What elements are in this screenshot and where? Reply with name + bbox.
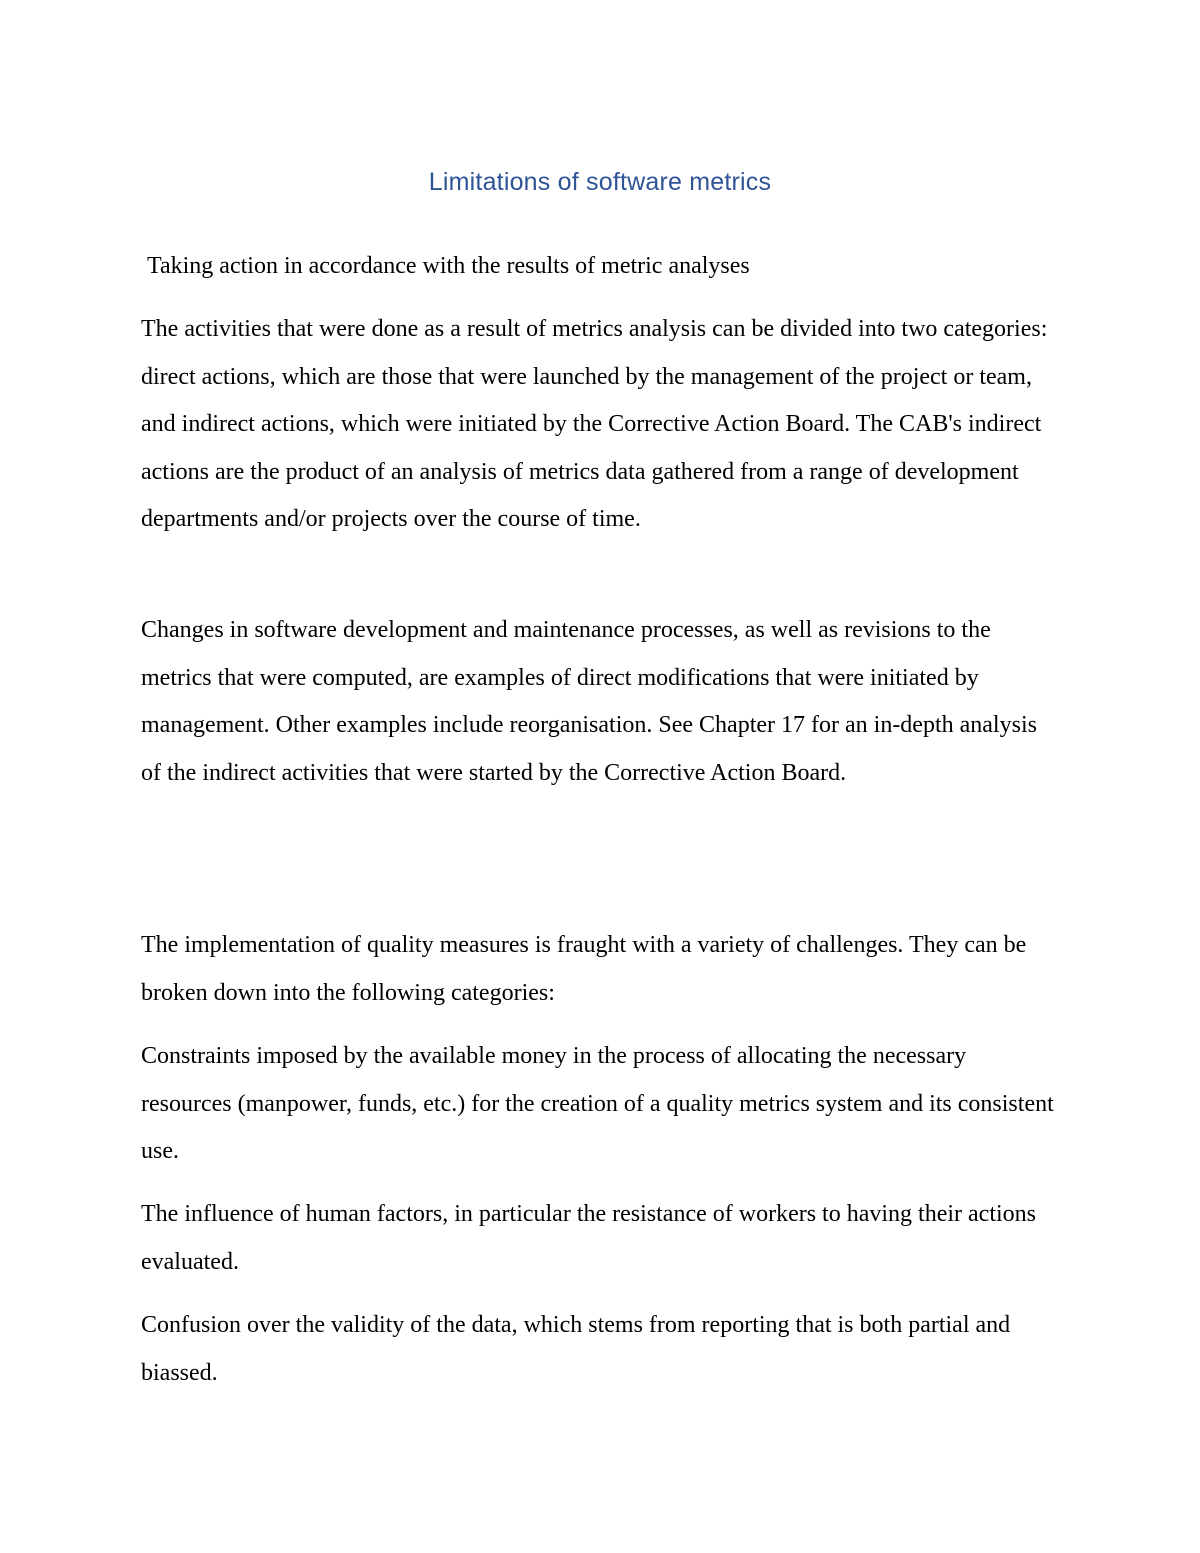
paragraph-direct-modifications: Changes in software development and maintenance processes, as well as revisions to the metrics that were computed, are examples of direct modifications that were initiated by management. Other examples include reorganisation. See Chapter 17 for an in-depth analysis of the indirect activities that were started by the Corrective Action Board. — [141, 617, 1037, 786]
section-subtitle: Taking action in accordance with the results of metric analyses — [147, 253, 750, 279]
paragraph-human-factors: The influence of human factors, in particular the resistance of workers to having their actions evaluated. — [141, 1201, 1037, 1275]
paragraph-challenges-intro: The implementation of quality measures is fraught with a variety of challenges. They can be broken down into the following categories: — [141, 932, 1027, 1006]
paragraph-budget-constraints: Constraints imposed by the available money in the process of allocating the necessary resources (manpower, funds, etc.) for the creation of a quality metrics system and its consistent use. — [141, 1043, 1054, 1164]
paragraph-data-validity: Confusion over the validity of the data, which stems from reporting that is both partial and biassed. — [141, 1312, 1011, 1386]
document-title: Limitations of software metrics — [428, 168, 772, 196]
paragraph-actions: The activities that were done as a result of metrics analysis can be divided into two categories: direct actions, which are those that were launched by the management of the project or team, and indirect actions, which were initiated by the Corrective Action Board. The CAB's indirect actions are the product of an analysis of metrics data gathered from a range of development departments and/or projects over the course of time. — [141, 316, 1048, 532]
